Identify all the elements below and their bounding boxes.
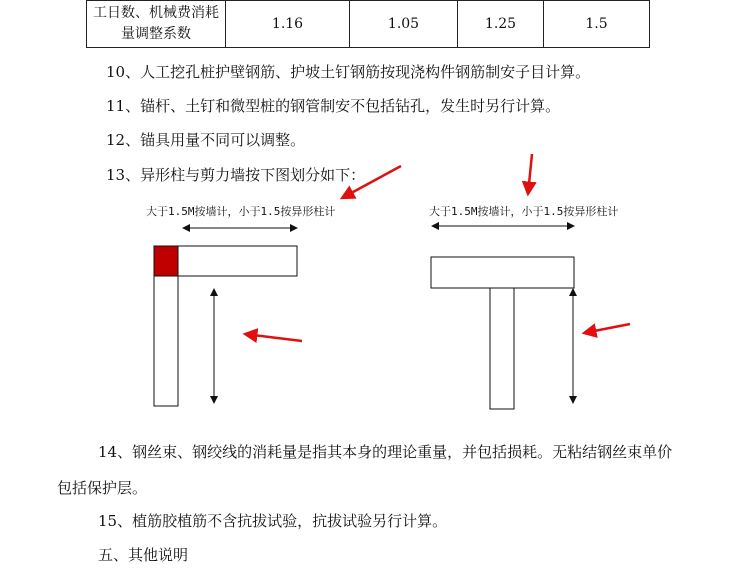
red-arrow-pointer (584, 324, 630, 333)
paragraph-item-11: 11、锚杆、土钉和微型桩的钢管制安不包括钻孔，发生时另行计算。 (106, 97, 561, 115)
paragraph-item-14-line2: 包括保护层。 (57, 479, 148, 497)
paragraph-item-10: 10、人工挖孔桩护壁钢筋、护坡土钉钢筋按现浇构件钢筋制安子目计算。 (106, 63, 591, 81)
table-cell-label-line1: 工日数、机械费消耗 (93, 5, 219, 21)
right-diagram-caption: 大于1.5M按墙计，小于1.5按异形柱计 (429, 205, 619, 218)
red-arrow-pointer (245, 334, 302, 341)
table-cell-value: 1.16 (226, 1, 350, 48)
table-cell-value: 1.25 (458, 1, 544, 48)
highlight-square (154, 246, 178, 276)
paragraph-item-13: 13、异形柱与剪力墙按下图划分如下： (106, 166, 366, 184)
section-heading-5: 五、其他说明 (98, 546, 189, 564)
paragraph-item-12: 12、锚具用量不同可以调整。 (106, 131, 306, 149)
table-cell-value: 1.05 (350, 1, 458, 48)
paragraph-item-14-line1: 14、钢丝束、钢绞线的消耗量是指其本身的理论重量，并包括损耗。无粘结钢丝束单价 (98, 443, 673, 461)
red-arrow-pointer (342, 166, 401, 198)
paragraph-item-15: 15、植筋胶植筋不含抗拔试验，抗拔试验另行计算。 (98, 512, 448, 530)
table-cell-label-line2: 量调整系数 (121, 26, 191, 42)
table-cell-value: 1.5 (544, 1, 650, 48)
left-diagram-caption: 大于1.5M按墙计，小于1.5按异形柱计 (146, 205, 336, 218)
red-arrow-pointer (528, 154, 532, 194)
left-l-shape (154, 246, 297, 406)
right-t-shape (431, 257, 574, 409)
